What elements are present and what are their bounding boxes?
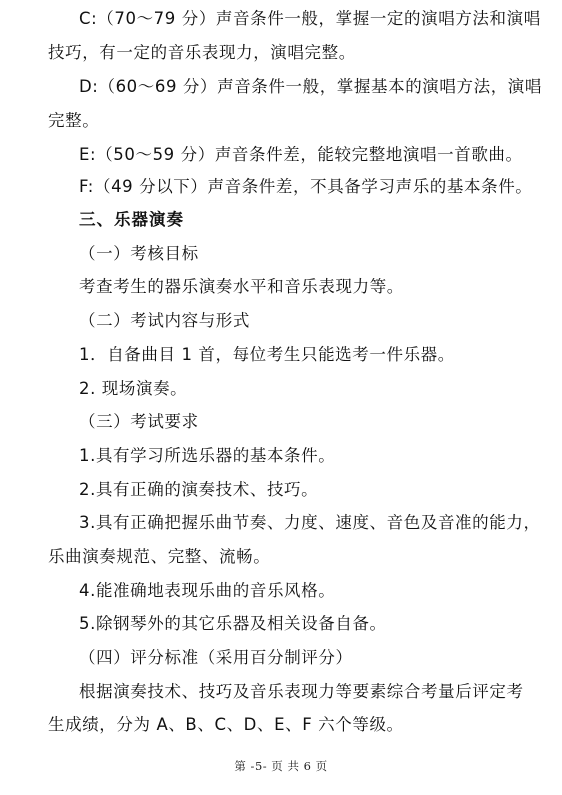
scoring-text-line-2: 生成绩，分为 A、B、C、D、E、F 六个等级。 <box>48 715 404 734</box>
grade-c-line-2: 技巧，有一定的音乐表现力，演唱完整。 <box>48 43 356 62</box>
content-item-2: 2. 现场演奏。 <box>79 379 188 398</box>
scoring-text-line-1: 根据演奏技术、技巧及音乐表现力等要素综合考量后评定考 <box>79 682 524 701</box>
grade-f-line: F:（49 分以下）声音条件差，不具备学习声乐的基本条件。 <box>79 177 533 196</box>
grade-d-line-2: 完整。 <box>48 111 100 130</box>
objective-text: 考查考生的器乐演奏水平和音乐表现力等。 <box>79 277 404 296</box>
grade-d-line-1: D:（60～69 分）声音条件一般，掌握基本的演唱方法，演唱 <box>79 77 543 96</box>
page-footer: 第 -5- 页 共 6 页 <box>234 759 328 773</box>
grade-c-line-1: C:（70～79 分）声音条件一般，掌握一定的演唱方法和演唱 <box>79 9 541 28</box>
subheading-objective: （一）考核目标 <box>79 244 199 263</box>
requirement-item-4: 4.能准确地表现乐曲的音乐风格。 <box>79 581 336 600</box>
requirement-item-3-line-1: 3.具有正确把握乐曲节奏、力度、速度、音色及音准的能力， <box>79 513 541 532</box>
subheading-requirements: （三）考试要求 <box>79 412 199 431</box>
requirement-item-5: 5.除钢琴外的其它乐器及相关设备自备。 <box>79 614 387 633</box>
content-item-1: 1．自备曲目 1 首，每位考生只能选考一件乐器。 <box>79 345 455 364</box>
grade-e-line: E:（50～59 分）声音条件差，能较完整地演唱一首歌曲。 <box>79 145 523 164</box>
requirement-item-2: 2.具有正确的演奏技术、技巧。 <box>79 480 319 499</box>
subheading-scoring: （四）评分标准（采用百分制评分） <box>79 648 353 667</box>
section-heading-instrument: 三、乐器演奏 <box>79 210 184 229</box>
requirement-item-3-line-2: 乐曲演奏规范、完整、流畅。 <box>48 547 271 566</box>
requirement-item-1: 1.具有学习所选乐器的基本条件。 <box>79 446 336 465</box>
subheading-content-format: （二）考试内容与形式 <box>79 311 250 330</box>
